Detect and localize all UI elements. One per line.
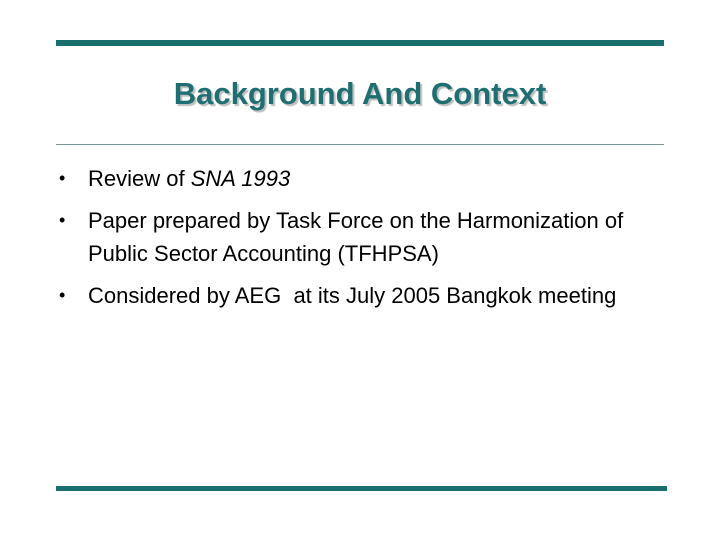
slide-title: Background And Context: [173, 76, 547, 111]
bullet-text: Review of: [88, 166, 191, 191]
bullet-text: Paper prepared by Task Force on the Harmonization of Public Sector Accounting (TFHPSA): [88, 208, 624, 266]
bullet-item-review: [56, 162, 656, 195]
bullet-text: Considered by AEG at its July 2005 Bangkok meeting: [88, 283, 617, 308]
bullet-icon: •: [59, 210, 66, 230]
bullet-text-italic: SNA 1993: [190, 166, 291, 191]
title-divider: [56, 144, 664, 145]
bullet-list: [56, 162, 656, 321]
bullet-item-paper: [56, 204, 656, 270]
bullet-item-considered: [56, 279, 656, 312]
top-accent-rule: [56, 40, 664, 46]
bullet-icon: •: [59, 285, 66, 305]
bullet-icon: •: [59, 168, 66, 188]
bottom-accent-rule: [56, 486, 667, 491]
